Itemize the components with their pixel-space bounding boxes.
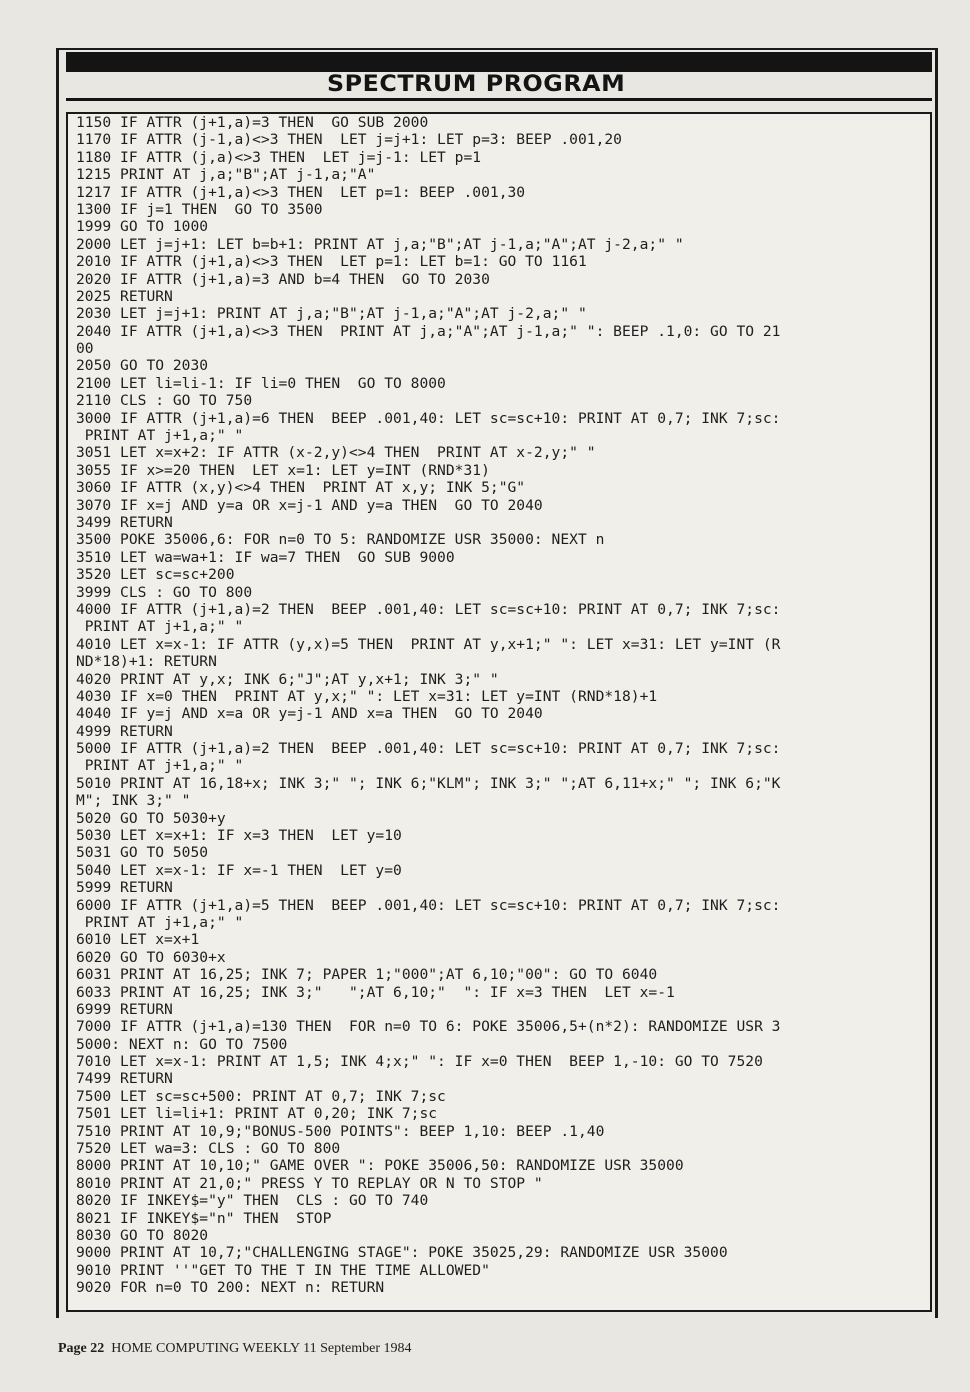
code-line: 3499 RETURN [76, 513, 173, 531]
code-line: 1180 IF ATTR (j,a)<>3 THEN LET j=j-1: LET p=1 [76, 148, 482, 166]
code-line: 3520 LET sc=sc+200 [76, 566, 235, 584]
code-line: 3060 IF ATTR (x,y)<>4 THEN PRINT AT x,y; INK 5;"G" [76, 479, 526, 497]
code-line: PRINT AT j+1,a;" " [76, 757, 244, 775]
code-line: 3000 IF ATTR (j+1,a)=6 THEN BEEP .001,40: LET sc=sc+10: PRINT AT 0,7; INK 7;sc: [76, 409, 781, 427]
code-line: 5030 LET x=x+1: IF x=3 THEN LET y=10 [76, 827, 402, 845]
code-line: 9020 FOR n=0 TO 200: NEXT n: RETURN [76, 1279, 385, 1297]
code-line: PRINT AT j+1,a;" " [76, 427, 244, 445]
publication-line: HOME COMPUTING WEEKLY 11 September 1984 [111, 1341, 412, 1356]
code-line: 6999 RETURN [76, 1000, 173, 1018]
page-number: Page 22 [58, 1341, 105, 1356]
code-line: 8010 PRINT AT 21,0;" PRESS Y TO REPLAY OR N TO STOP " [76, 1174, 543, 1192]
code-line: 8030 GO TO 8020 [76, 1227, 209, 1244]
code-line: PRINT AT j+1,a;" " [76, 913, 244, 931]
code-line: 1215 PRINT AT j,a;"B";AT j-1,a;"A" [76, 166, 376, 184]
code-line: M"; INK 3;" " [76, 792, 191, 810]
code-line: ND*18)+1: RETURN [76, 653, 217, 671]
code-line: 4040 IF y=j AND x=a OR y=j-1 AND x=a THEN GO TO 2040 [76, 705, 543, 723]
program-listing [76, 114, 924, 1297]
code-line: PRINT AT j+1,a;" " [76, 618, 244, 636]
code-line: 2000 LET j=j+1: LET b=b+1: PRINT AT j,a;"B";AT j-1,a;"A";AT j-2,a;" " [76, 235, 684, 253]
code-line: 6010 LET x=x+1 [76, 931, 200, 949]
code-line: 2010 IF ATTR (j+1,a)<>3 THEN LET p=1: LET b=1: GO TO 1161 [76, 253, 587, 271]
code-line: 9010 PRINT ''"GET TO THE T IN THE TIME ALLOWED" [76, 1261, 490, 1279]
code-line: 5999 RETURN [76, 879, 173, 897]
page-title: SPECTRUM PROGRAM [326, 72, 626, 97]
code-line: 8021 IF INKEY$="n" THEN STOP [76, 1209, 332, 1227]
code-line: 7501 LET li=li+1: PRINT AT 0,20; INK 7;sc [76, 1105, 438, 1123]
code-line: 8000 PRINT AT 10,10;" GAME OVER ": POKE 35006,50: RANDOMIZE USR 35000 [76, 1157, 684, 1175]
code-line: 3510 LET wa=wa+1: IF wa=7 THEN GO SUB 9000 [76, 548, 455, 566]
header-rule [66, 98, 932, 101]
code-line: 9000 PRINT AT 10,7;"CHALLENGING STAGE": POKE 35025,29: RANDOMIZE USR 35000 [76, 1244, 728, 1262]
code-line: 3500 POKE 35006,6: FOR n=0 TO 5: RANDOMIZE USR 35000: NEXT n [76, 531, 605, 549]
code-line: 1150 IF ATTR (j+1,a)=3 THEN GO SUB 2000 [76, 114, 429, 131]
code-line: 6031 PRINT AT 16,25; INK 7; PAPER 1;"000";AT 6,10;"00": GO TO 6040 [76, 966, 658, 984]
code-line: 4000 IF ATTR (j+1,a)=2 THEN BEEP .001,40: LET sc=sc+10: PRINT AT 0,7; INK 7;sc: [76, 600, 781, 618]
code-line: 2025 RETURN [76, 287, 173, 305]
code-line: 3055 IF x>=20 THEN LET x=1: LET y=INT (RND*31) [76, 461, 490, 479]
code-line: 2110 CLS : GO TO 750 [76, 392, 253, 410]
header-bar [66, 52, 932, 72]
code-line: 7010 LET x=x-1: PRINT AT 1,5; INK 4;x;" ": IF x=0 THEN BEEP 1,-10: GO TO 7520 [76, 1053, 763, 1071]
code-line: 2100 LET li=li-1: IF li=0 THEN GO TO 8000 [76, 374, 446, 392]
code-line: 4010 LET x=x-1: IF ATTR (y,x)=5 THEN PRINT AT y,x+1;" ": LET x=31: LET y=INT (R [76, 635, 781, 653]
code-line: 2030 LET j=j+1: PRINT AT j,a;"B";AT j-1,a;"A";AT j-2,a;" " [76, 305, 587, 323]
code-line: 1217 IF ATTR (j+1,a)<>3 THEN LET p=1: BEEP .001,30 [76, 183, 526, 201]
code-line: 7499 RETURN [76, 1070, 173, 1088]
code-line: 5031 GO TO 5050 [76, 844, 209, 862]
code-line: 7000 IF ATTR (j+1,a)=130 THEN FOR n=0 TO 6: POKE 35006,5+(n*2): RANDOMIZE USR 3 [76, 1018, 781, 1036]
code-line: 1300 IF j=1 THEN GO TO 3500 [76, 200, 323, 218]
code-line: 2020 IF ATTR (j+1,a)=3 AND b=4 THEN GO TO 2030 [76, 270, 490, 288]
code-line: 4030 IF x=0 THEN PRINT AT y,x;" ": LET x=31: LET y=INT (RND*18)+1 [76, 687, 658, 705]
code-line: 00 [76, 340, 94, 358]
code-line: 7520 LET wa=3: CLS : GO TO 800 [76, 1140, 341, 1158]
code-line: 6000 IF ATTR (j+1,a)=5 THEN BEEP .001,40: LET sc=sc+10: PRINT AT 0,7; INK 7;sc: [76, 896, 781, 914]
code-line: 3999 CLS : GO TO 800 [76, 583, 253, 601]
code-line: 6020 GO TO 6030+x [76, 948, 226, 966]
code-line: 5010 PRINT AT 16,18+x; INK 3;" "; INK 6;"KLM"; INK 3;" ";AT 6,11+x;" "; INK 6;"K [76, 774, 781, 792]
code-line: 5000 IF ATTR (j+1,a)=2 THEN BEEP .001,40: LET sc=sc+10: PRINT AT 0,7; INK 7;sc: [76, 740, 781, 758]
code-line: 8020 IF INKEY$="y" THEN CLS : GO TO 740 [76, 1192, 429, 1210]
code-line: 3070 IF x=j AND y=a OR x=j-1 AND y=a THEN GO TO 2040 [76, 496, 543, 514]
code-line: 7500 LET sc=sc+500: PRINT AT 0,7; INK 7;sc [76, 1087, 446, 1105]
code-line: 2050 GO TO 2030 [76, 357, 209, 375]
page-footer [58, 1341, 411, 1357]
code-line: 3051 LET x=x+2: IF ATTR (x-2,y)<>4 THEN PRINT AT x-2,y;" " [76, 444, 596, 462]
code-line: 1170 IF ATTR (j-1,a)<>3 THEN LET j=j+1: LET p=3: BEEP .001,20 [76, 131, 622, 149]
code-line: 5040 LET x=x-1: IF x=-1 THEN LET y=0 [76, 861, 402, 879]
code-line: 7510 PRINT AT 10,9;"BONUS-500 POINTS": BEEP 1,10: BEEP .1,40 [76, 1122, 605, 1140]
code-line: 5000: NEXT n: GO TO 7500 [76, 1035, 288, 1053]
code-line: 5020 GO TO 5030+y [76, 809, 226, 827]
code-line: 4020 PRINT AT y,x; INK 6;"J";AT y,x+1; INK 3;" " [76, 670, 499, 688]
code-line: 6033 PRINT AT 16,25; INK 3;" ";AT 6,10;" ": IF x=3 THEN LET x=-1 [76, 983, 675, 1001]
code-line: 2040 IF ATTR (j+1,a)<>3 THEN PRINT AT j,a;"A";AT j-1,a;" ": BEEP .1,0: GO TO 21 [76, 322, 781, 340]
code-line: 4999 RETURN [76, 722, 173, 740]
code-line: 1999 GO TO 1000 [76, 218, 209, 236]
